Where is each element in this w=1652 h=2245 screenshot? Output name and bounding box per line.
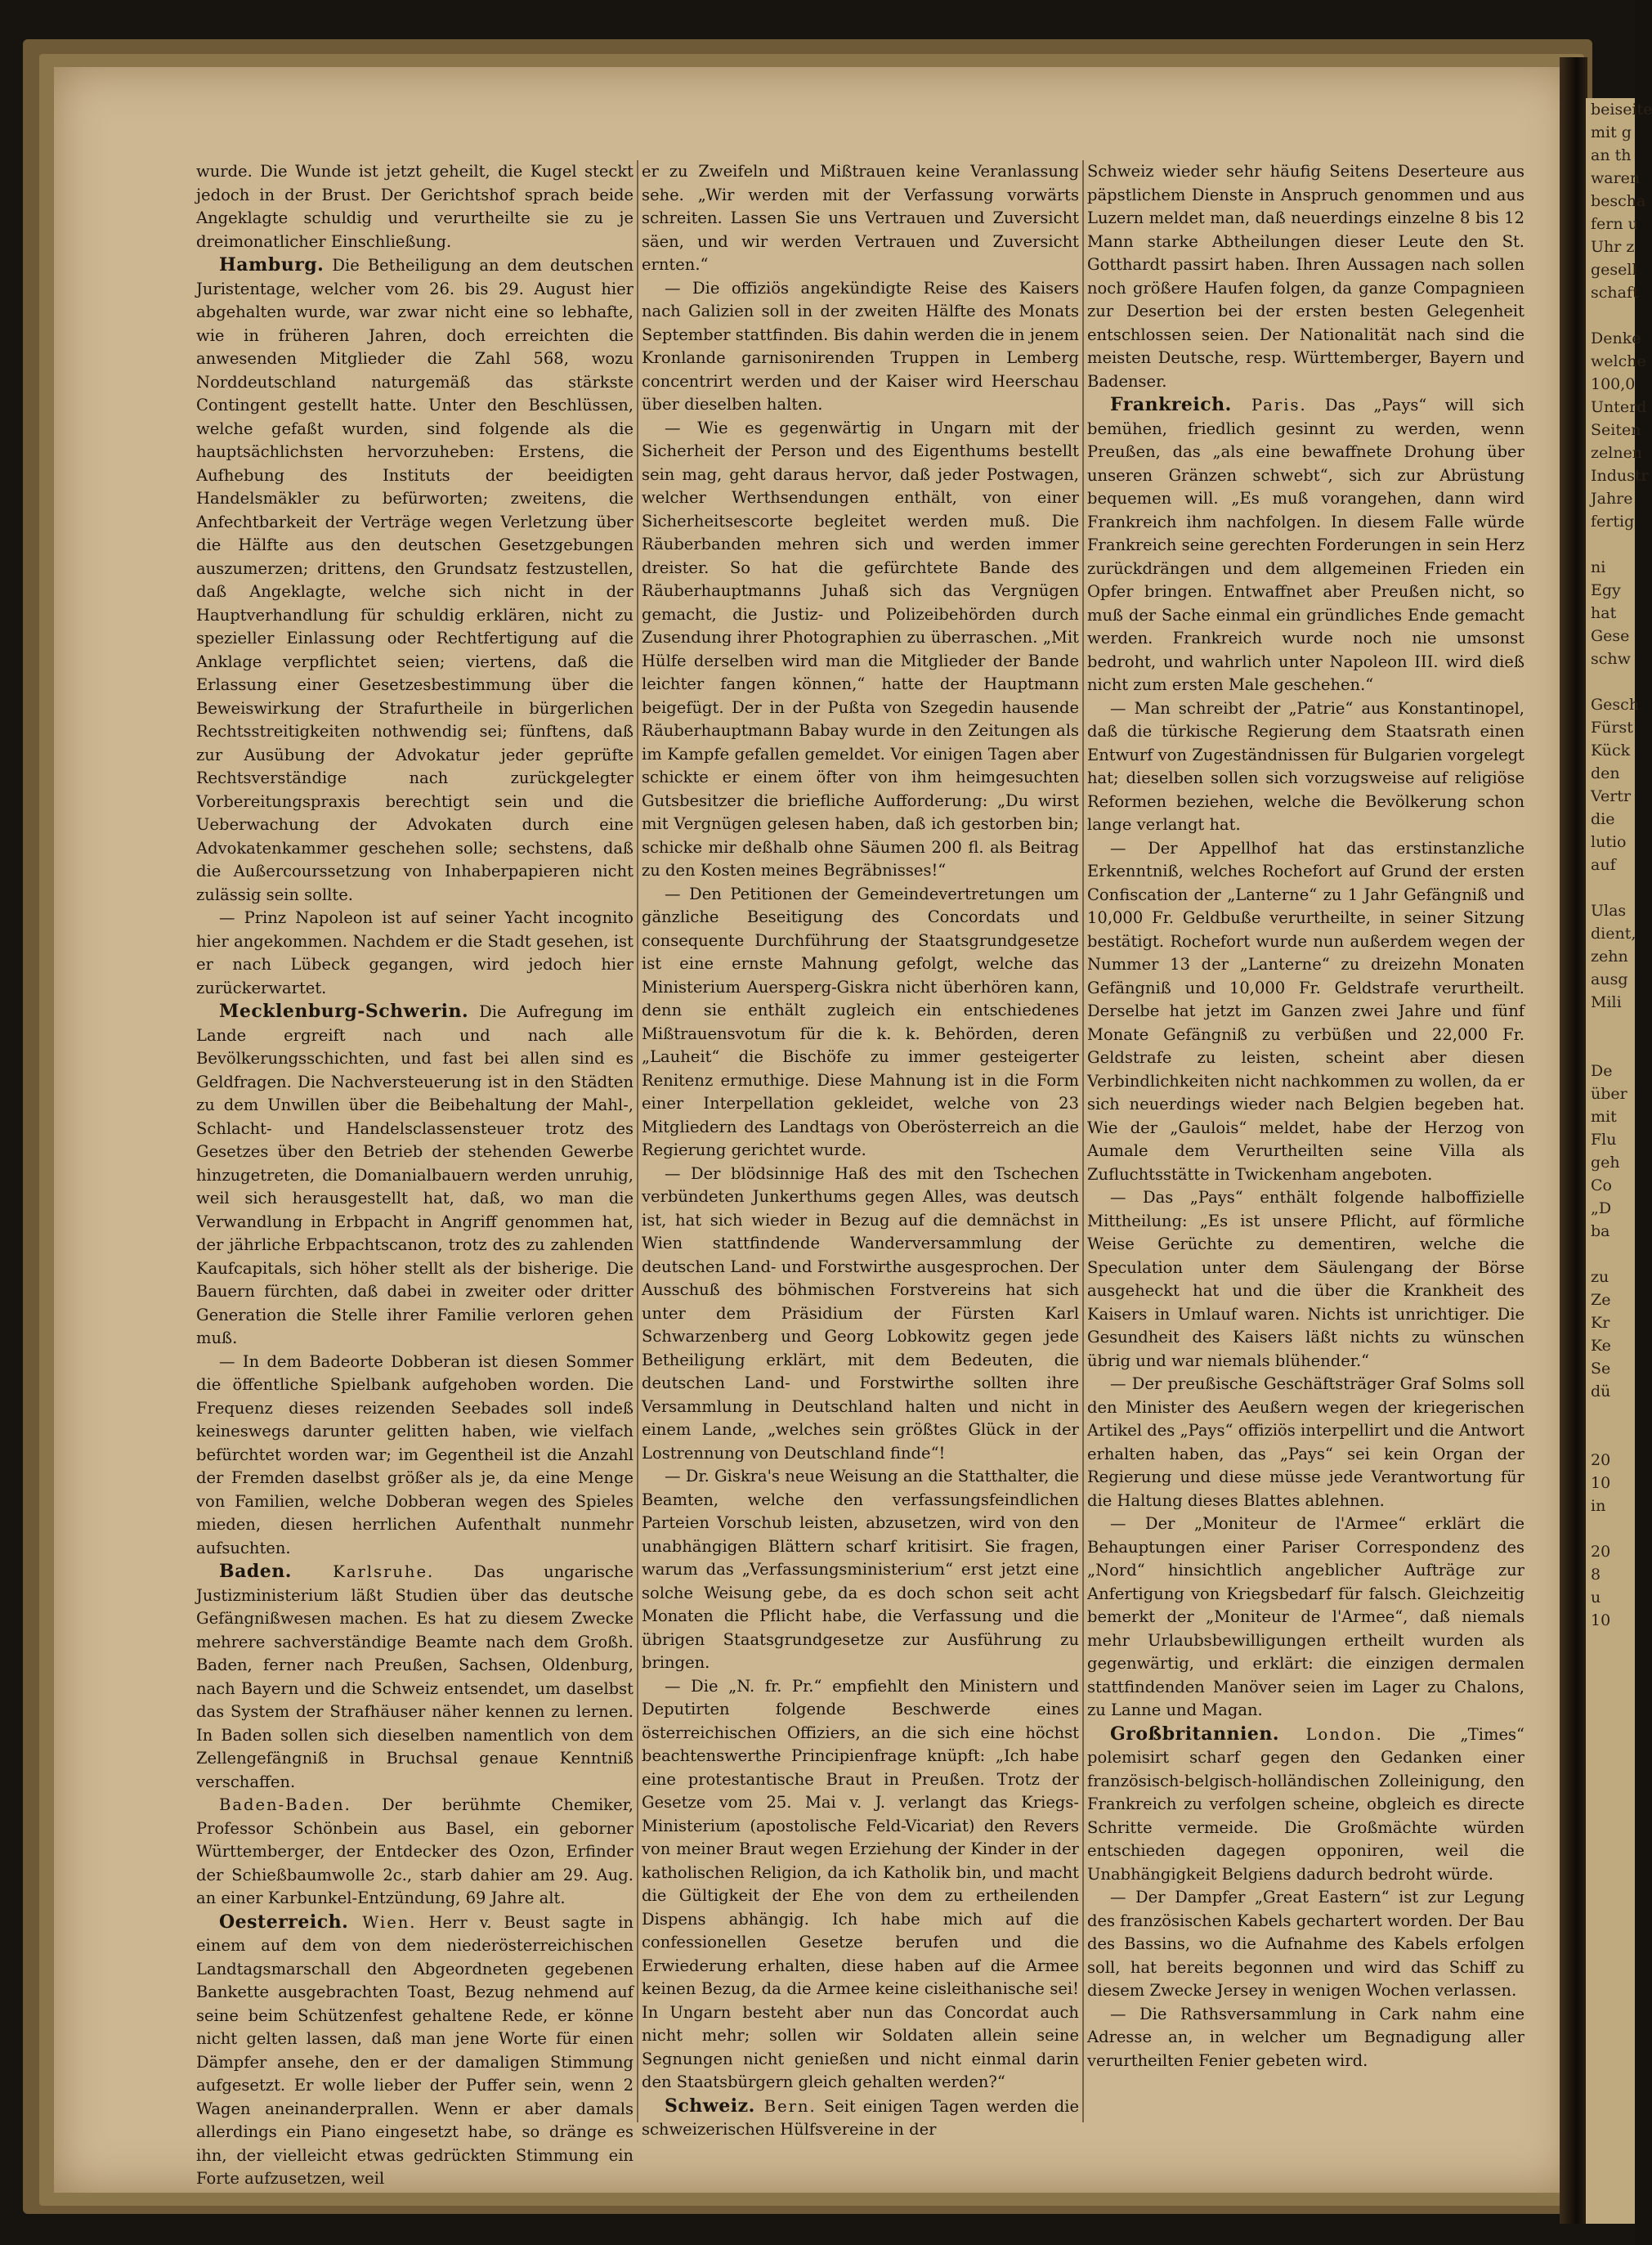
paragraph-text: — Prinz Napoleon ist auf seiner Yacht incognito hier angekommen. Nachdem er die Stadt gesehen, ist er nach Lübeck gegangen, wird jedoch hier zurückerwartet. bbox=[196, 908, 633, 997]
next-page-fragment: geh bbox=[1591, 1154, 1620, 1172]
next-page-fragment: zehn bbox=[1591, 948, 1628, 966]
next-page-fragment: dü bbox=[1591, 1382, 1611, 1400]
next-page-fragment: den bbox=[1591, 764, 1620, 782]
next-page-fragment: 20 bbox=[1591, 1543, 1611, 1561]
article-paragraph bbox=[642, 417, 1079, 883]
next-page-fragment: 8 bbox=[1591, 1566, 1601, 1584]
article-paragraph bbox=[1087, 393, 1524, 697]
next-page-fragment: Mili bbox=[1591, 993, 1622, 1011]
article-paragraph bbox=[642, 1465, 1079, 1675]
next-page-fragment: über bbox=[1591, 1085, 1627, 1103]
paragraph-text: — Der Dampfer „Great Eastern“ ist zur Legung des französischen Kabels gechartert worden. Der Bau des Bassins, wo die Aufnahme des Kabels erfolgen soll, hat bereits begonnen und wird das Schiff zu diesem Zwecke Jersey in wenigen Wochen verlassen. bbox=[1087, 1888, 1524, 2000]
next-page-fragment: mit bbox=[1591, 1108, 1617, 1126]
next-page-fragment: Denke bbox=[1591, 329, 1641, 347]
article-paragraph bbox=[642, 2095, 1079, 2142]
next-page-fragment bbox=[1586, 1243, 1635, 1266]
next-page-fragment: Se bbox=[1591, 1360, 1611, 1378]
paragraph-text: — Wie es gegenwärtig in Ungarn mit der Sicherheit der Person und des Eigenthums bestellt sein mag, geht daraus hervor, daß jeder Postwagen, welcher Werthsendungen enthält, von einer Sicherheitsescorte begleitet werden muß. Die Räuberbanden mehren sich und werden immer dreister. So hat die gefürchtete Bande des Räuberhauptmanns Juhaß sich das Vergnügen gemacht, die Justiz- und Polizeibehörden durch Zusendung ihrer Photographien zu überraschen. „Mit Hülfe derselben wird man die Mitglieder der Bande leichter fangen können,“ hatte der Hauptmann beigefügt. Der in der Pußta von Szegedin hausende Räuberhauptmann Babay wurde in den Zeitungen als im Kampfe gefallen gemeldet. Vor einigen Tagen aber schickte er einem öfter von ihm heimgesuchten Gutsbesitzer die briefliche Aufforderung: „Du wirst mit Vergnügen gelesen haben, daß ich gestorben bin; schicke mir deßhalb ohne Säumen 200 fl. als Beitrag zu den Kosten meines Begräbnisses!“ bbox=[642, 418, 1079, 880]
next-page-fragment: welche bbox=[1591, 352, 1646, 370]
article-paragraph bbox=[1087, 2003, 1524, 2073]
next-page-fragment: beiseite bbox=[1591, 101, 1652, 119]
next-page-fragment: hat bbox=[1591, 604, 1617, 622]
paragraph-text: — Der blödsinnige Haß des mit den Tschechen verbündeten Junkerthums gegen Alles, was deutsch ist, hat sich wieder in Bezug auf die demnächst in Wien stattfindende Wanderversammlung der deutschen Land- und Forstwirthe ausgesprochen. Der Ausschuß des böhmischen Forstvereins hat sich unter dem Präsidium der Fürsten Karl Schwarzenberg und Georg Lobkowitz gegen jede Betheiligung erklärt, mit dem Bedeuten, die deutschen Land- und Forstwirthe sollten ihre Versammlung in Deutschland halten und nicht in einem Lande, „welches sein größtes Glück in der Lostrennung von Deutschland finde“! bbox=[642, 1163, 1079, 1463]
article-text-area bbox=[196, 160, 1537, 2188]
next-page-fragment: „D bbox=[1591, 1199, 1612, 1217]
paragraph-text: — Die „N. fr. Pr.“ empfiehlt den Ministern und Deputirten folgende Beschwerde eines österreichischen Offiziers, an die sich eine höchst beachtenswerthe Principienfrage knüpft: „Ich habe eine protestantische Braut in Preußen. Trotz der Gesetze vom 25. Mai v. J. verlangt das Kriegs-Ministerium (apostolische Feld-Vicariat) den Revers von meiner Braut wegen Erziehung der Kinder in der katholischen Religion, da ich Katholik bin, und macht die Gültigkeit der Ehe von dem zu ertheilenden Dispens abhängig. Ich habe mich auf die confessionellen Gesetze berufen und die Erwiederung erhalten, diese haben auf die Armee keinen Bezug, da die Armee keine cisleithanische sei! In Ungarn besteht aber nun das Concordat auch nicht mehr; sollen wir Soldaten allein seine Segnungen nicht genießen und nicht einmal darin den Staatsbürgern gleich gehalten werden?“ bbox=[642, 1676, 1079, 2091]
article-paragraph bbox=[196, 1911, 633, 2191]
next-page-fragment: Gese bbox=[1591, 627, 1630, 645]
next-page-fragment: ni bbox=[1591, 558, 1606, 576]
article-paragraph bbox=[196, 160, 633, 253]
section-heading: Mecklenburg-Schwerin. bbox=[219, 1001, 469, 1022]
next-page-fragment: Co bbox=[1591, 1176, 1612, 1194]
article-paragraph bbox=[642, 1675, 1079, 2095]
next-page-fragment: auf bbox=[1591, 856, 1616, 874]
next-page-fragment: schaft bbox=[1591, 284, 1639, 302]
paragraph-text: — Dr. Giskra's neue Weisung an die Statthalter, die Beamten, welche den verfassungsfeindlichen Parteien Vorschub leisten, abzusetzen, wird von den unabhängigen Blättern scharf kritisirt. Sie fragen, warum das „Verfassungsministerium“ erst jetzt eine solche Weisung gebe, da es doch schon seit acht Monaten die Pflicht habe, die Verfassung und die übrigen Staatsgrundgesetze zur Ausführung zu bringen. bbox=[642, 1467, 1079, 1672]
article-paragraph bbox=[196, 1000, 633, 1351]
paragraph-text: Herr v. Beust sagte in einem auf dem von dem niederösterreichischen Landtagsmarschall den Abgeordneten gegebenen Bankette ausgebrachten Toast, Bezug nehmend auf seine beim Schützenfest gehaltene Rede, er könne nicht gelten lassen, daß man jene Worte für einen Dämpfer ansehe, den er der damaligen Stimmung aufgesetzt. Er wolle lieber der Puffer sein, wenn 2 Wagen aneinanderprallen. Wenn er aber damals allerdings ein Piano eingesetzt habe, so dränge es ihn, der vielleicht etwas gedrückten Stimmung ein Forte aufzusetzen, weil bbox=[196, 1912, 633, 2188]
paragraph-text: — Der „Moniteur de l'Armee“ erklärt die Behauptungen einer Pariser Correspondenz des „Nord“ hinsichtlich angeblicher Aufträge zur Anfertigung von Kriegsbedarf für falsch. Gleichzeitig bemerkt der „Moniteur de l'Armee“, daß niemals mehr Urlaubsbewilligungen ertheilt wurden als gegenwärtig, und erklärt: die einzigen dermalen stattfindenden Manöver seien im Lager zu Chalons, zu Lanne und Magan. bbox=[1087, 1514, 1524, 1719]
next-page-fragment: mit g bbox=[1591, 123, 1632, 141]
next-page-fragment bbox=[1586, 1037, 1635, 1060]
column-3 bbox=[1087, 160, 1524, 2072]
next-page-fragment: bescha bbox=[1591, 192, 1646, 210]
next-page-fragment bbox=[1586, 876, 1635, 899]
next-page-fragment: Gesch bbox=[1591, 696, 1640, 714]
article-paragraph bbox=[1087, 1373, 1524, 1512]
next-page-fragment: an th bbox=[1591, 146, 1632, 164]
next-page-fragment: zelnen bbox=[1591, 444, 1643, 462]
article-paragraph bbox=[1087, 1186, 1524, 1373]
paragraph-text: Die „Times“ polemisirt scharf gegen den Gedanken einer französisch-belgisch-holländischen Zolleinigung, den Frankreich zu verfolgen scheine, obgleich es directe Schritte vermeide. Die Großmächte würden entschieden dagegen opponiren, weil die Unabhängigkeit Belgiens dadurch bedroht würde. bbox=[1087, 1724, 1524, 1884]
next-page-fragment: Seiten bbox=[1591, 421, 1641, 439]
next-page-fragment: fern u bbox=[1591, 215, 1638, 233]
article-paragraph bbox=[642, 1163, 1079, 1466]
article-paragraph bbox=[642, 160, 1079, 277]
article-paragraph bbox=[1087, 160, 1524, 393]
next-page-fragment bbox=[1586, 1517, 1635, 1540]
article-paragraph bbox=[196, 1794, 633, 1911]
article-paragraph bbox=[1087, 837, 1524, 1187]
paragraph-text: Schweiz wieder sehr häufig Seitens Deserteure aus päpstlichem Dienste in Anspruch genommen und aus Luzern meldet man, daß neuerdings einzelne 8 bis 12 Mann starke Abtheilungen dieser Leute den St. Gotthardt passirt haben. Ihren Aussagen nach sollen noch größere Haufen folgen, da ganze Compagnieen zur Desertion bei der ersten besten Gelegenheit entschlossen seien. Der Nationalität nach sind die meisten Deutsche, resp. Württemberger, Bayern und Badenser. bbox=[1087, 162, 1524, 391]
next-page-fragment: Ze bbox=[1591, 1291, 1611, 1309]
column-divider bbox=[1082, 160, 1084, 2122]
paragraph-text: — Die Rathsversammlung in Cark nahm eine Adresse an, in welcher um Begnadigung aller verurtheilten Fenier gebeten wird. bbox=[1087, 2004, 1524, 2070]
section-heading: Frankreich. bbox=[1110, 394, 1232, 415]
article-paragraph bbox=[196, 253, 633, 907]
paragraph-text: Das ungarische Justizministerium läßt Studien über das deutsche Gefängnißwesen machen. Es hat zu diesem Zwecke mehrere sachverständige Beamte nach dem Großh. Baden, ferner nach Preußen, Sachsen, Oldenburg, nach Bayern und die Schweiz entsendet, um daselbst das System der Strafhäuser näher kennen zu lernen. In Baden sollen sich dieselben namentlich von dem Zellengefängniß in Bruchsal genaue Kenntniß verschaffen. bbox=[196, 1562, 633, 1791]
paragraph-text: — Die offiziös angekündigte Reise des Kaisers nach Galizien soll in der zweiten Hälfte des Monats September stattfinden. Bis dahin werden die in jenem Kronlande garnisonirenden Truppen in Lemberg concentrirt werden und der Kaiser wird Heerschau über dieselben halten. bbox=[642, 278, 1079, 414]
column-divider bbox=[637, 160, 638, 2122]
article-paragraph bbox=[1087, 1723, 1524, 1887]
next-page-fragment: 10 bbox=[1591, 1611, 1611, 1629]
next-page-fragment: Kück bbox=[1591, 742, 1631, 760]
next-page-edge bbox=[1586, 98, 1652, 2224]
next-page-fragment: fertig bbox=[1591, 513, 1635, 531]
dateline-place: Bern. bbox=[754, 2096, 817, 2116]
next-page-fragment: De bbox=[1591, 1062, 1613, 1080]
article-paragraph bbox=[196, 1560, 633, 1794]
next-page-fragment: u bbox=[1591, 1589, 1601, 1606]
next-page-fragment: dient, bbox=[1591, 925, 1636, 943]
paragraph-text: — Das „Pays“ enthält folgende halboffizielle Mittheilung: „Es ist unsere Pflicht, auf förmliche Weise Gerüchte zu dementiren, welche die Speculation unter dem Säulengang der Börse ausgeheckt hat und die über die Krankheit des Kaisers in Umlauf waren. Nichts ist unrichtiger. Die Gesundheit des Kaisers läßt nichts zu wünschen übrig und war niemals blühender.“ bbox=[1087, 1188, 1524, 1370]
next-page-fragment: 100,0 bbox=[1591, 375, 1636, 393]
dateline-place: London. bbox=[1279, 1724, 1383, 1744]
dateline-place: Baden-Baden. bbox=[219, 1795, 351, 1814]
next-page-fragment: Kr bbox=[1591, 1314, 1610, 1332]
next-page-fragment: Jahre bbox=[1591, 490, 1633, 508]
column-1 bbox=[196, 160, 633, 2191]
dateline-place: Wien. bbox=[348, 1912, 417, 1932]
paragraph-text: er zu Zweifeln und Mißtrauen keine Veranlassung sehe. „Wir werden mit der Verfassung vorwärts schreiten. Lassen Sie uns Vertrauen und Zuversicht säen, und wir werden Vertrauen und Zuversicht ernten.“ bbox=[642, 162, 1079, 274]
column-2 bbox=[642, 160, 1079, 2142]
next-page-fragment bbox=[1586, 304, 1635, 327]
section-heading: Hamburg. bbox=[219, 254, 325, 276]
next-page-fragment: ausg bbox=[1591, 970, 1628, 988]
next-page-fragment: 20 bbox=[1591, 1451, 1611, 1469]
section-heading: Großbritannien. bbox=[1110, 1723, 1280, 1745]
next-page-fragment: Ke bbox=[1591, 1337, 1611, 1355]
paragraph-text: Die Betheiligung an dem deutschen Juristentage, welcher vom 26. bis 29. August hier abgehalten wurde, war zwar nicht eine so lebhafte, wie in früheren Jahren, doch erreichten die anwesenden Mitglieder die Zahl 568, wozu Norddeutschland naturgemäß das stärkste Contingent gestellt hatte. Unter den Beschlüssen, welche gefaßt wurden, sind folgende als die hauptsächlichsten hervorzuheben: Erstens, die Aufhebung des Instituts der beeidigten Handelsmäkler zu befürworten; zweitens, die Anfechtbarkeit der Verträge wegen Verletzung über die Hälfte aus den deutschen Gesetzgebungen auszumerzen; drittens, den Grundsatz festzustellen, daß Angeklagte, welche sich nicht in der Hauptverhandlung für schuldig erklären, nicht zu spezieller Einlassung oder Rechtfertigung auf die Anklage verpflichtet seien; viertens, daß die Erlassung einer Gesetzesbestimmung über die Beweiswirkung der Strafurtheile in bürgerlichen Rechtsstreitigkeiten nothwendig sei; fünftens, daß zur Ausübung der Advokatur jeder geprüfte Rechtsverständige nach zurückgelegter Vorbereitungspraxis berechtigt sein und die Ueberwachung der Advokaten durch eine Advokatenkammer geschehen solle; sechstens, daß die Außercourssetzung von Inhaberpapieren nicht zulässig sein sollte. bbox=[196, 256, 633, 904]
paragraph-text: — Den Petitionen der Gemeindevertretungen um gänzliche Beseitigung des Concordats und consequente Durchführung der Staatsgrundgesetze ist eine ernste Mahnung gefolgt, welche das Ministerium Auersperg-Giskra nicht überhören kann, denn sie enthält zugleich ein entschiedenes Mißtrauensvotum für die k. k. Behörden, deren „Lauheit“ die Bischöfe zu immer gesteigerter Renitenz ermuthige. Diese Mahnung ist in die Form einer Interpellation gekleidet, welche von 23 Mitgliedern des Landtags von Oberösterreich an die Regierung gerichtet wurde. bbox=[642, 884, 1079, 1159]
article-paragraph bbox=[1087, 1512, 1524, 1723]
next-page-fragment bbox=[1586, 1014, 1635, 1037]
next-page-fragment bbox=[1586, 670, 1635, 693]
next-page-fragment: zu bbox=[1591, 1268, 1609, 1286]
paragraph-text: — Der Appellhof hat das erstinstanzliche Erkenntniß, welches Rochefort auf Grund der ersten Confiscation der „Lanterne“ zu 1 Jahr Gefängniß und 10,000 Fr. Geldbuße verurtheilte, in seiner Sitzung bestätigt. Rochefort wurde nun außerdem wegen der Nummer 13 der „Lanterne“ zu dreizehn Monaten Gefängniß und 10,000 Fr. Geldstrafe verurtheilt. Derselbe hat jetzt im Ganzen zwei Jahre und fünf Monate Gefängniß zu verbüßen und 22,000 Fr. Geldstrafe zu leisten, scheint aber diesen Verbindlichkeiten nicht nachkommen zu wollen, da er sich neuerdings wieder nach Belgien begeben hat. Wie der „Gaulois“ meldet, habe der Herzog von Aumale dem Verurtheilten seine Villa als Zufluchtsstätte in Twickenham angeboten. bbox=[1087, 838, 1524, 1184]
paragraph-text: — Man schreibt der „Patrie“ aus Konstantinopel, daß die türkische Regierung dem Staatsrath einen Entwurf von Zugeständnissen für Bulgarien vorgelegt hat; dieselben sollen sich vorzugsweise auf religiöse Reformen beziehen, welche die Bevölkerung schon lange verlangt hat. bbox=[1087, 698, 1524, 834]
next-page-fragment: Unterd bbox=[1591, 398, 1647, 416]
article-paragraph bbox=[642, 277, 1079, 417]
next-page-fragment: ba bbox=[1591, 1222, 1610, 1240]
next-page-fragment: Egy bbox=[1591, 581, 1621, 599]
dateline-place: Karlsruhe. bbox=[291, 1562, 435, 1581]
dateline-place: Paris. bbox=[1231, 396, 1307, 414]
paragraph-text: Der berühmte Chemiker, Professor Schönbein aus Basel, ein geborner Württemberger, der Entdecker des Ozon, Erfinder der Schießbaumwolle 2c., starb dahier am 29. Aug. an einer Karbunkel-Entzündung, 69 Jahre alt. bbox=[196, 1795, 633, 1907]
next-page-fragment: Ulas bbox=[1591, 902, 1627, 920]
article-paragraph bbox=[1087, 697, 1524, 837]
article-paragraph bbox=[642, 883, 1079, 1163]
article-paragraph bbox=[1087, 1886, 1524, 2003]
next-page-fragment: Vertr bbox=[1591, 787, 1632, 805]
paragraph-text: wurde. Die Wunde ist jetzt geheilt, die Kugel steckt jedoch in der Brust. Der Gerichtshof sprach beide Angeklagte schuldig und verurtheilte sie zu je dreimonatlicher Einschließung. bbox=[196, 162, 633, 251]
paragraph-text: — In dem Badeorte Dobberan ist diesen Sommer die öffentliche Spielbank aufgehoben worden. Die Frequenz dieses reizenden Seebades soll indeß keineswegs darunter gelitten haben, wie vielfach befürchtet worden war; im Gegentheil ist die Anzahl der Fremden daselbst größer als je, da eine Menge von Familien, welche Dobberan wegen des Spieles mieden, diesen herrlichen Aufenthalt nunmehr aufsuchten. bbox=[196, 1351, 633, 1557]
next-page-fragment: waren bbox=[1591, 169, 1641, 187]
next-page-fragment bbox=[1586, 1403, 1635, 1426]
article-paragraph bbox=[196, 907, 633, 1000]
next-page-fragment: lutio bbox=[1591, 833, 1627, 851]
paragraph-text: Seit einigen Tagen werden die schweizerischen Hülfsvereine in der bbox=[642, 2096, 1079, 2139]
next-page-fragment: Industr bbox=[1591, 467, 1649, 485]
next-page-fragment: Uhr z bbox=[1591, 238, 1635, 256]
next-page-fragment: schw bbox=[1591, 650, 1631, 668]
next-page-fragment: Flu bbox=[1591, 1131, 1617, 1149]
paragraph-text: Die Aufregung im Lande ergreift nach und nach alle Bevölkerungsschichten, und fast bei allen sind es Geldfragen. Die Nachversteuerung ist in den Städten zu dem Unwillen über die Beibehaltung der Mahl-, Schlacht- und Handelsclassensteuer trotz des Gesetzes über den Betrieb der stehenden Gewerbe hinzugetreten, die Domanialbauern werden unruhig, weil sich herausgestellt hat, daß, wo man die Verwandlung in Erbpacht in Angriff genommen hat, der jährliche Erbpachtscanon, trotz des zu zahlenden Kaufcapitals, sich höher stellt als der bisherige. Die Bauern fürchten, daß dabei in zweiter oder dritter Generation die Stelle ihrer Familie verloren gehen muß. bbox=[196, 1002, 633, 1347]
next-page-fragment bbox=[1586, 1426, 1635, 1449]
next-page-fragment: gesell bbox=[1591, 261, 1637, 279]
next-page-fragment: die bbox=[1591, 810, 1615, 828]
section-heading: Baden. bbox=[219, 1561, 292, 1582]
book-gutter bbox=[1560, 57, 1587, 2224]
paragraph-text: Das „Pays“ will sich bemühen, friedlich gesinnt zu werden, wenn Preußen, das „als eine bewaffnete Drohung über unseren Gränzen schwebt“, sich zur Abrüstung bequemen will. „Es muß vorangehen, dann wird Frankreich ihm nachfolgen. In diesem Falle würde Frankreich seine gerechten Forderungen in sein Herz zurückdrängen und dem allgemeinen Frieden ein Opfer bringen. Entwaffnet aber Preußen nicht, so muß der Sache einmal ein gründliches Ende gemacht werden. Frankreich wurde noch nie umsonst bedroht, und wahrlich unter Napoleon III. wird dieß nicht zum ersten Male geschehen.“ bbox=[1087, 396, 1524, 694]
next-page-fragment: Fürst bbox=[1591, 719, 1633, 737]
next-page-fragment bbox=[1586, 533, 1635, 556]
paragraph-text: — Der preußische Geschäftsträger Graf Solms soll den Minister des Aeußern wegen der kriegerischen Artikel des „Pays“ offiziös interpellirt und die Antwort erhalten haben, das „Pays“ sei kein Organ der Regierung und diese müsse jede Verantwortung für die Haltung dieses Blattes ablehnen. bbox=[1087, 1374, 1524, 1510]
section-heading: Schweiz. bbox=[665, 2095, 755, 2117]
next-page-fragment: 10 bbox=[1591, 1474, 1611, 1492]
section-heading: Oesterreich. bbox=[219, 1911, 349, 1933]
next-page-fragment: in bbox=[1591, 1497, 1606, 1515]
article-paragraph bbox=[196, 1351, 633, 1561]
